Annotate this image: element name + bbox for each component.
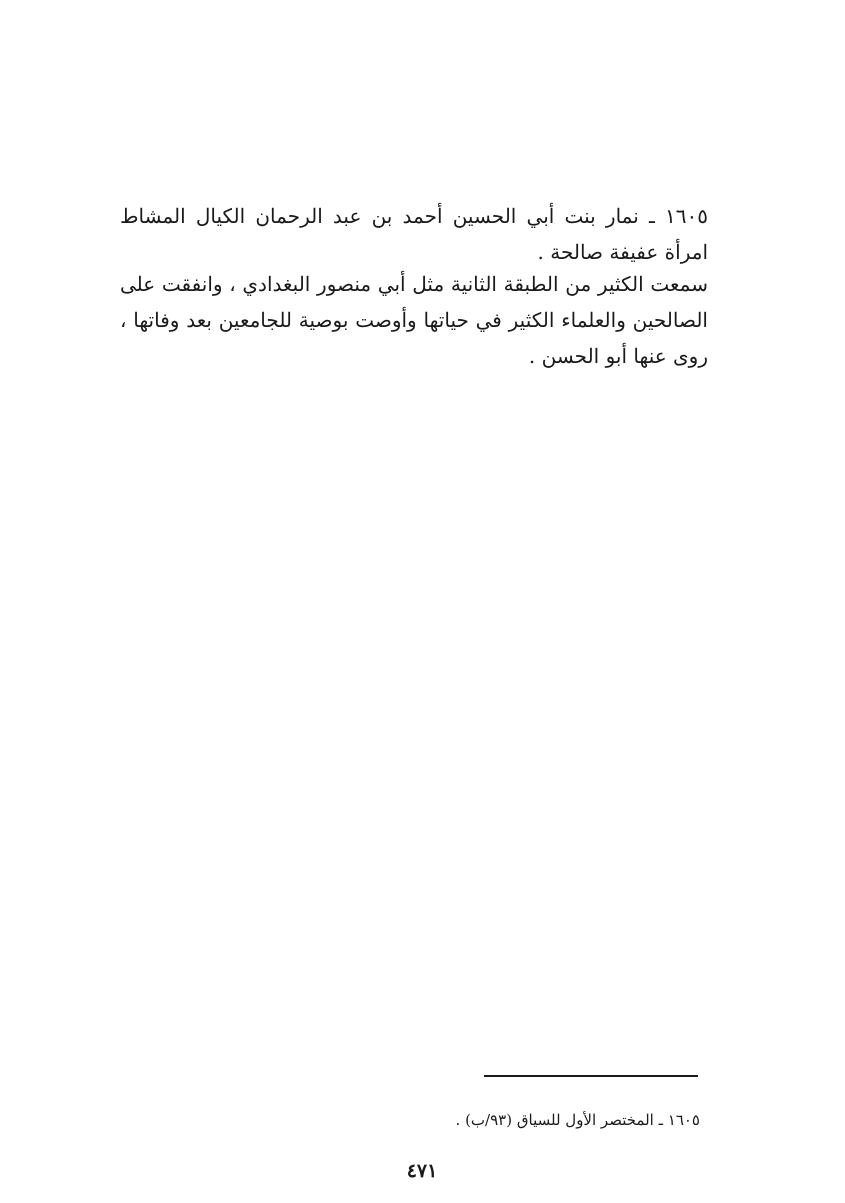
entry-heading-line: امرأة عفيفة صالحة .: [537, 240, 708, 264]
footnote: ١٦٠٥ ـ المختصر الأول للسياق (٩٣/ب) .: [455, 1111, 700, 1129]
entry-heading: [120, 198, 708, 270]
page-number: ٤٧١: [406, 1160, 438, 1182]
entry-body: [120, 266, 708, 374]
entry-body-line: روى عنها أبو الحسن .: [528, 344, 708, 368]
entry-body-line: سمعت الكثير من الطبقة الثانية مثل أبي منصور البغدادي ، وانفقت على: [120, 272, 708, 296]
entry-body-line: الصالحين والعلماء الكثير في حياتها وأوصت بوصية للجامعين بعد وفاتها ،: [120, 308, 708, 332]
footnote-divider: [484, 1075, 698, 1077]
entry-heading-line: ١٦٠٥ ـ نمار بنت أبي الحسين أحمد بن عبد الرحمان الكيال المشاط: [120, 204, 708, 228]
